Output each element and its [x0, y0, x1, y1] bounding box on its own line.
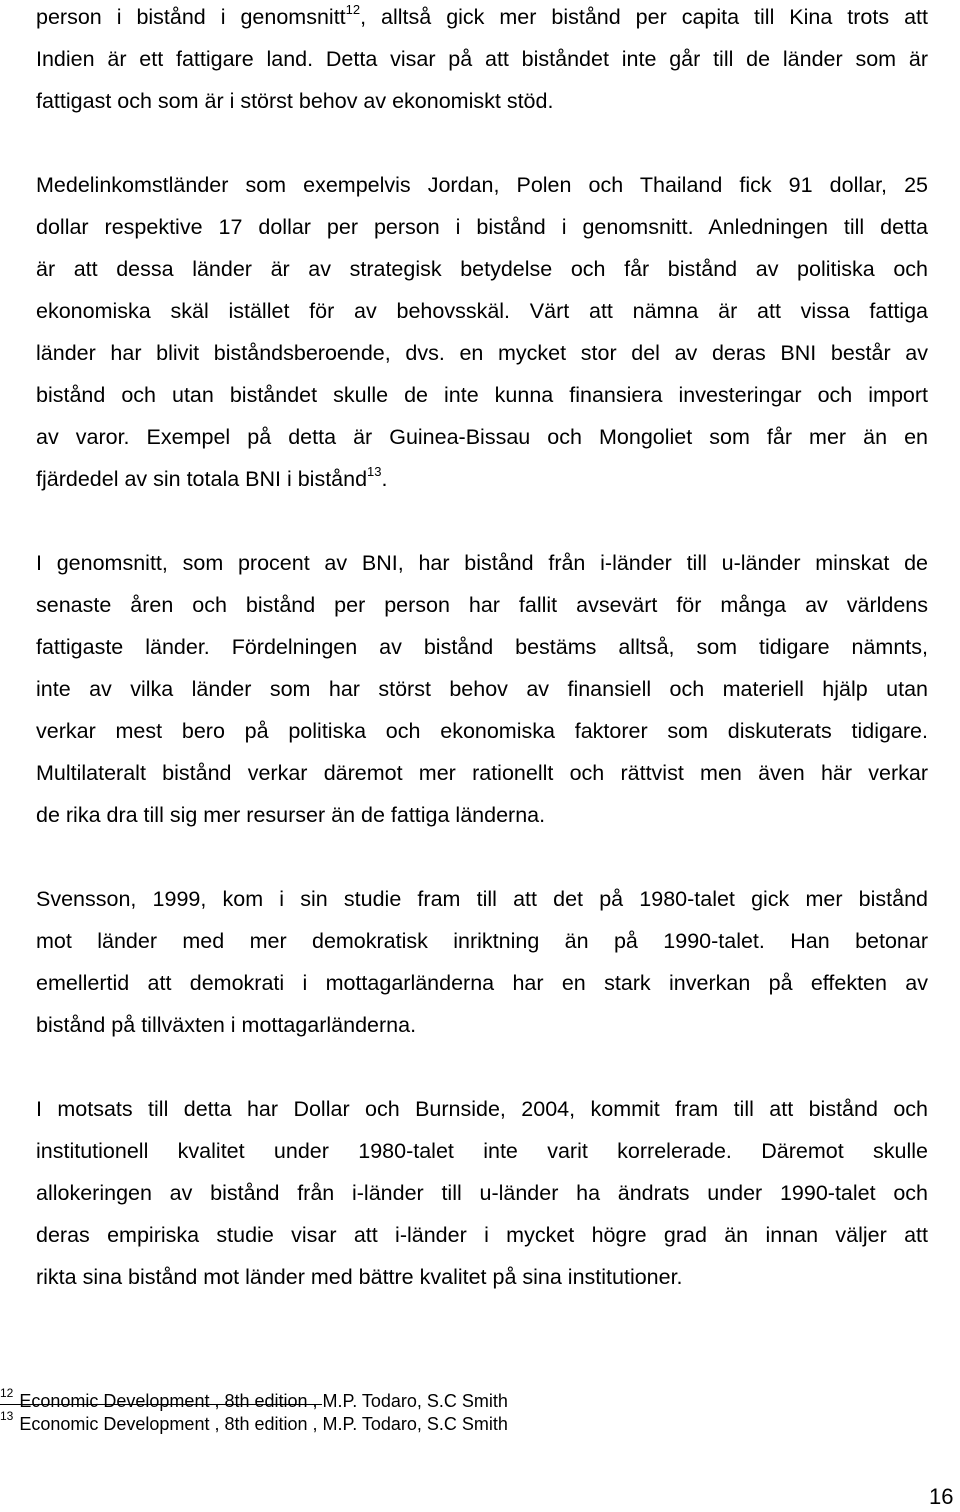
- paragraph-4-line-3: emellertid att demokrati i mottagarländerna har en stark inverkan på effekten av: [36, 971, 928, 995]
- footnote-ref-13: 13: [367, 463, 382, 479]
- paragraph-5-line-5: rikta sina bistånd mot länder med bättre kvalitet på sina institutioner.: [36, 1265, 683, 1289]
- paragraph-2-line-4: ekonomiska skäl istället för av behovsskäl. Värt att nämna är att vissa fattiga: [36, 299, 928, 323]
- paragraph-3-line-1: I genomsnitt, som procent av BNI, har bistånd från i-länder till u-länder minskat de: [36, 551, 928, 575]
- paragraph-2-line-8: fjärdedel av sin totala BNI i bistånd$^{13}$.: [36, 463, 388, 491]
- footnote-12: $^{12}$ Economic Development , 8th edition , M.P. Todaro, S.C Smith: [0, 1386, 508, 1411]
- paragraph-1-line-1: person i bistånd i genomsnitt$^{12}$, alltså gick mer bistånd per capita till Kina trots att: [36, 1, 928, 29]
- paragraph-3-line-6: Multilateralt bistånd verkar däremot mer rationellt och rättvist men även här verkar: [36, 761, 928, 785]
- paragraph-1-line-3: fattigast och som är i störst behov av ekonomiskt stöd.: [36, 89, 554, 113]
- footnote-ref-12: 12: [345, 1, 361, 17]
- paragraph-5-line-2: institutionell kvalitet under 1980-talet inte varit korrelerade. Däremot skulle: [36, 1139, 928, 1163]
- paragraph-5-line-3: allokeringen av bistånd från i-länder till u-länder ha ändrats under 1990-talet och: [36, 1181, 928, 1205]
- paragraph-2-line-5: länder har blivit biståndsberoende, dvs. en mycket stor del av deras BNI består av: [36, 341, 928, 365]
- paragraph-3-line-5: verkar mest bero på politiska och ekonomiska faktorer som diskuterats tidigare.: [36, 719, 928, 743]
- paragraph-3-line-7: de rika dra till sig mer resurser än de fattiga länderna.: [36, 803, 546, 827]
- paragraph-2-line-1: Medelinkomstländer som exempelvis Jordan, Polen och Thailand fick 91 dollar, 25: [36, 173, 928, 197]
- paragraph-4-line-2: mot länder med mer demokratisk inriktning än på 1990-talet. Han betonar: [36, 929, 928, 953]
- paragraph-2-line-6: bistånd och utan biståndet skulle de inte kunna finansiera investeringar och import: [36, 383, 928, 407]
- paragraph-3-line-2: senaste åren och bistånd per person har fallit avsevärt för många av världens: [36, 593, 928, 617]
- paragraph-3-line-4: inte av vilka länder som har störst behov av finansiell och materiell hjälp utan: [36, 677, 928, 701]
- page-number: 16: [929, 1484, 954, 1509]
- paragraph-5-line-4: deras empiriska studie visar att i-länder i mycket högre grad än innan väljer att: [36, 1223, 928, 1247]
- paragraph-2-line-2: dollar respektive 17 dollar per person i bistånd i genomsnitt. Anledningen till detta: [36, 215, 928, 239]
- paragraph-5-line-1: I motsats till detta har Dollar och Burnside, 2004, kommit fram till att bistånd och: [36, 1097, 928, 1121]
- footnote-13: $^{13}$ Economic Development , 8th edition , M.P. Todaro, S.C Smith: [0, 1409, 508, 1434]
- paragraph-3-line-3: fattigaste länder. Fördelningen av bistånd bestäms alltså, som tidigare nämnts,: [36, 635, 928, 659]
- paragraph-2-line-7: av varor. Exempel på detta är Guinea-Bissau och Mongoliet som får mer än en: [36, 425, 928, 449]
- paragraph-4-line-1: Svensson, 1999, kom i sin studie fram till att det på 1980-talet gick mer bistånd: [36, 887, 928, 911]
- paragraph-4-line-4: bistånd på tillväxten i mottagarländerna.: [36, 1013, 417, 1037]
- paragraph-2-line-3: är att dessa länder är av strategisk betydelse och får bistånd av politiska och: [36, 257, 928, 281]
- paragraph-1-line-2: Indien är ett fattigare land. Detta visar på att biståndet inte går till de länder som är: [36, 47, 928, 71]
